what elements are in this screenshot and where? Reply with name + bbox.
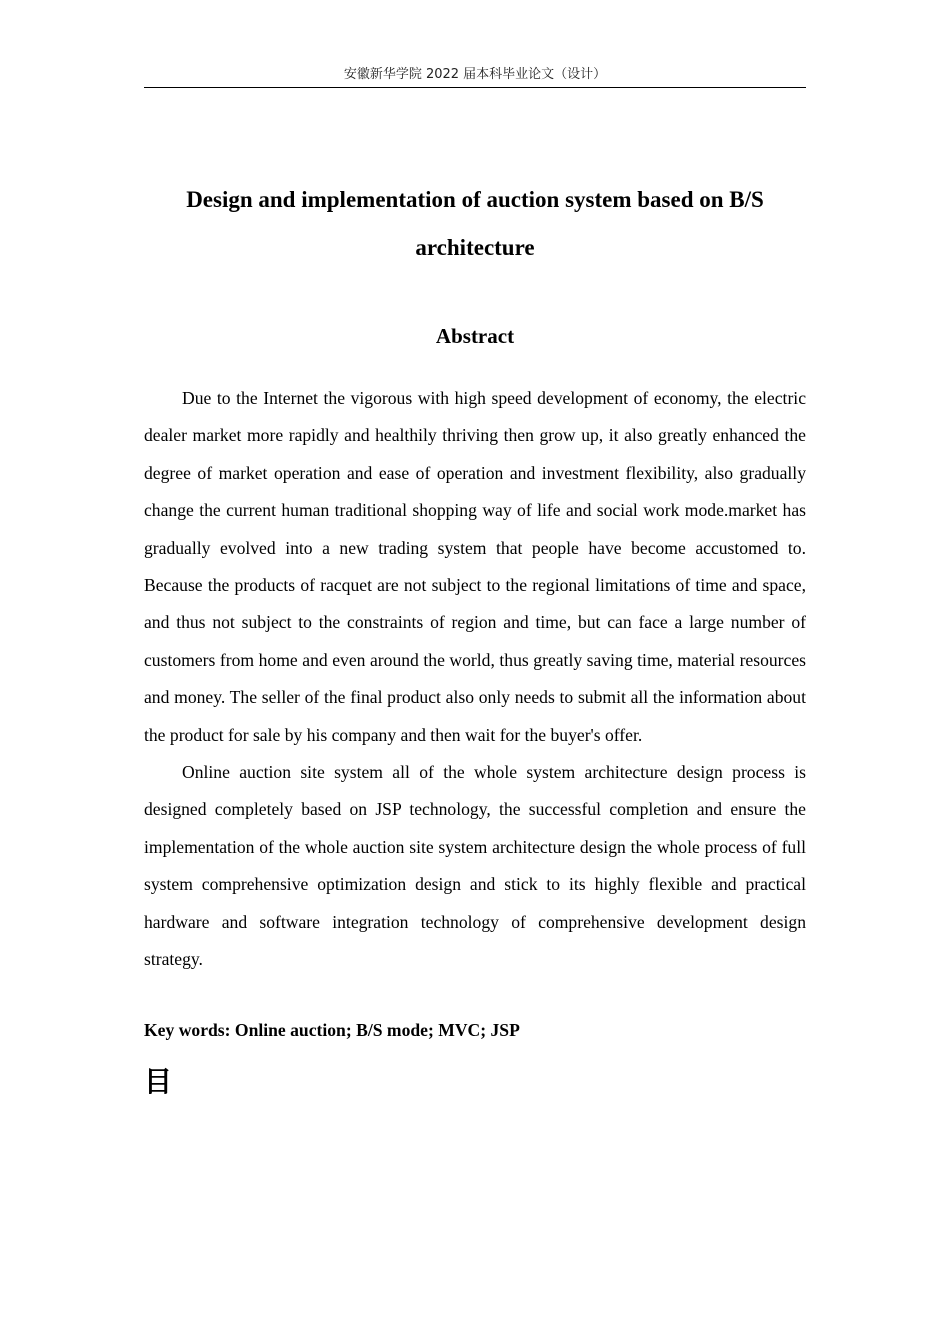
header-rule xyxy=(144,87,806,88)
keywords: Key words: Online auction; B/S mode; MVC; JSP xyxy=(144,1020,520,1040)
abstract-paragraph-1: Due to the Internet the vigorous with high speed development of economy, the electric dealer market more rapidly and healthily thriving then grow up, it also greatly enhanced the degree of market operation and ease of operation and investment flexibility, also gradually change the current human traditional shopping way of life and social work mode.market has gradually evolved into a new trading system that people have become accustomed to. Because the products of racquet are not subject to the regional limitations of time and space, and thus not subject to the constraints of region and time, but can face a large number of customers from home and even around the world, thus greatly saving time, material resources and money. The seller of the final product also only needs to submit all the information about the product for sale by his company and then wait for the buyer's offer. xyxy=(144,388,806,745)
abstract-body xyxy=(144,380,806,979)
paper-title-line-1: Design and implementation of auction system based on B/S xyxy=(186,187,764,212)
paper-title xyxy=(144,176,806,272)
running-header: 安徽新华学院 2022 届本科毕业论文（设计） xyxy=(343,67,607,82)
abstract-paragraph-2: Online auction site system all of the whole system architecture design process is designed completely based on JSP technology, the successful completion and ensure the implementation of the whole auction site system architecture design the whole process of full system comprehensive optimization design and stick to its highly flexible and practical hardware and software integration technology of comprehensive development design strategy. xyxy=(144,762,806,970)
paper-title-line-2: architecture xyxy=(415,235,535,260)
table-of-contents-heading-fragment: 目 xyxy=(144,1065,173,1098)
abstract-heading: Abstract xyxy=(435,324,515,348)
